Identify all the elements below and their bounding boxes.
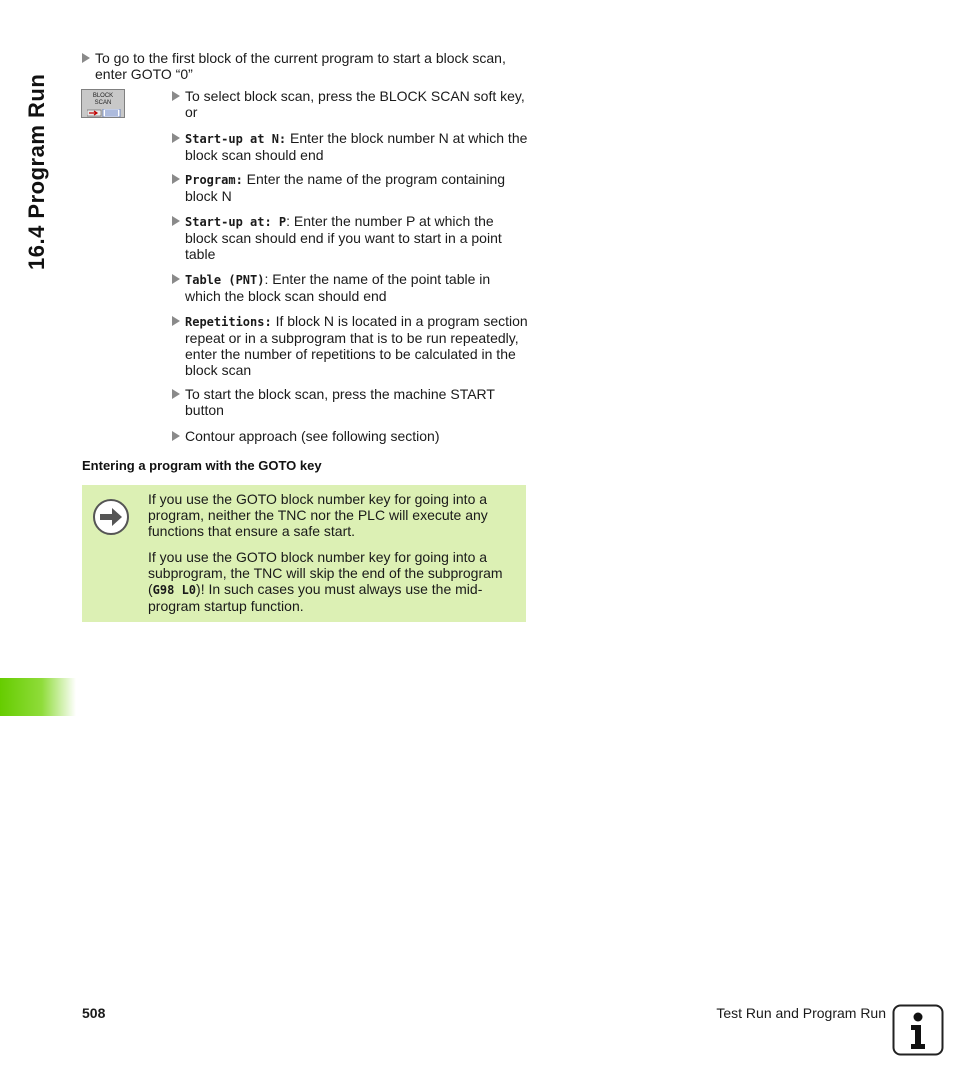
step-text: Enter the block number N at which the bbox=[286, 130, 528, 146]
intro-bullet bbox=[82, 50, 532, 82]
note-text: )! In such cases you must always use the mid- bbox=[196, 581, 483, 597]
note-text: subprogram, the TNC will skip the end of the subprogram bbox=[148, 565, 503, 581]
chapter-tab-marker bbox=[0, 678, 76, 716]
step-text: block scan bbox=[185, 362, 252, 378]
step-text: or bbox=[185, 104, 198, 120]
block-scan-softkey[interactable] bbox=[81, 89, 125, 118]
step-text: repeat or in a subprogram that is to be run repeatedly, bbox=[185, 330, 519, 346]
bullet-triangle-icon bbox=[172, 316, 180, 326]
step-item bbox=[172, 130, 532, 163]
bullet-triangle-icon bbox=[172, 216, 180, 226]
step-code: Start-up at: P bbox=[185, 215, 287, 229]
section-heading: Entering a program with the GOTO key bbox=[82, 458, 322, 473]
bullet-triangle-icon bbox=[82, 53, 90, 63]
note-text: If you use the GOTO block number key for going into a bbox=[148, 549, 488, 565]
step-item bbox=[172, 213, 532, 262]
bullet-triangle-icon bbox=[172, 431, 180, 441]
note-text: program startup function. bbox=[148, 598, 304, 614]
step-text: To select block scan, press the BLOCK SCAN soft key, bbox=[185, 88, 525, 104]
step-item bbox=[172, 171, 532, 204]
step-code: Repetitions: bbox=[185, 315, 272, 329]
step-text: : Enter the name of the point table in bbox=[264, 271, 491, 287]
note-text: program, neither the TNC nor the PLC will execute any bbox=[148, 507, 488, 523]
step-text: Contour approach (see following section) bbox=[185, 428, 440, 444]
note-text: If you use the GOTO block number key for going into a bbox=[148, 491, 488, 507]
intro-bullet-line: enter GOTO “0” bbox=[95, 66, 193, 82]
info-icon bbox=[892, 1004, 944, 1056]
bullet-triangle-icon bbox=[172, 389, 180, 399]
note-paragraph-1 bbox=[148, 491, 518, 539]
step-text: To start the block scan, press the machine START bbox=[185, 386, 495, 402]
step-item bbox=[172, 88, 532, 120]
block-scan-icon bbox=[87, 109, 121, 117]
note-text: functions that ensure a safe start. bbox=[148, 523, 356, 539]
step-text: table bbox=[185, 246, 216, 262]
softkey-label-line2: SCAN bbox=[94, 100, 112, 106]
bullet-triangle-icon bbox=[172, 91, 180, 101]
step-text: block N bbox=[185, 188, 232, 204]
step-text: If block N is located in a program section bbox=[271, 313, 528, 329]
note-text: ( bbox=[148, 581, 153, 597]
softkey-label-line1: BLOCK bbox=[92, 93, 114, 99]
step-code: Program: bbox=[185, 173, 243, 187]
step-text: enter the number of repetitions to be calculated in the bbox=[185, 346, 516, 362]
step-code: Table (PNT) bbox=[185, 273, 265, 287]
step-item bbox=[172, 386, 532, 418]
intro-bullet-line: To go to the first block of the current program to start a block scan, bbox=[95, 50, 506, 66]
step-code: Start-up at N: bbox=[185, 132, 287, 146]
arrow-right-icon bbox=[92, 498, 130, 536]
note-code: G98 L0 bbox=[152, 583, 197, 597]
step-item bbox=[172, 271, 532, 304]
step-text: which the block scan should end bbox=[185, 288, 387, 304]
step-text: block scan should end bbox=[185, 147, 324, 163]
note-paragraph-2 bbox=[148, 549, 518, 614]
step-item bbox=[172, 313, 532, 378]
footer-chapter-title: Test Run and Program Run bbox=[716, 1005, 886, 1021]
note-box bbox=[82, 485, 526, 622]
bullet-triangle-icon bbox=[172, 174, 180, 184]
page-number: 508 bbox=[82, 1005, 106, 1021]
step-text: : Enter the number P at which the bbox=[286, 213, 494, 229]
chapter-side-title: 16.4 Program Run bbox=[24, 73, 49, 270]
step-text: Enter the name of the program containing bbox=[242, 171, 506, 187]
bullet-triangle-icon bbox=[172, 133, 180, 143]
step-text: block scan should end if you want to start in a point bbox=[185, 230, 502, 246]
step-item bbox=[172, 428, 532, 444]
bullet-triangle-icon bbox=[172, 274, 180, 284]
step-text: button bbox=[185, 402, 224, 418]
